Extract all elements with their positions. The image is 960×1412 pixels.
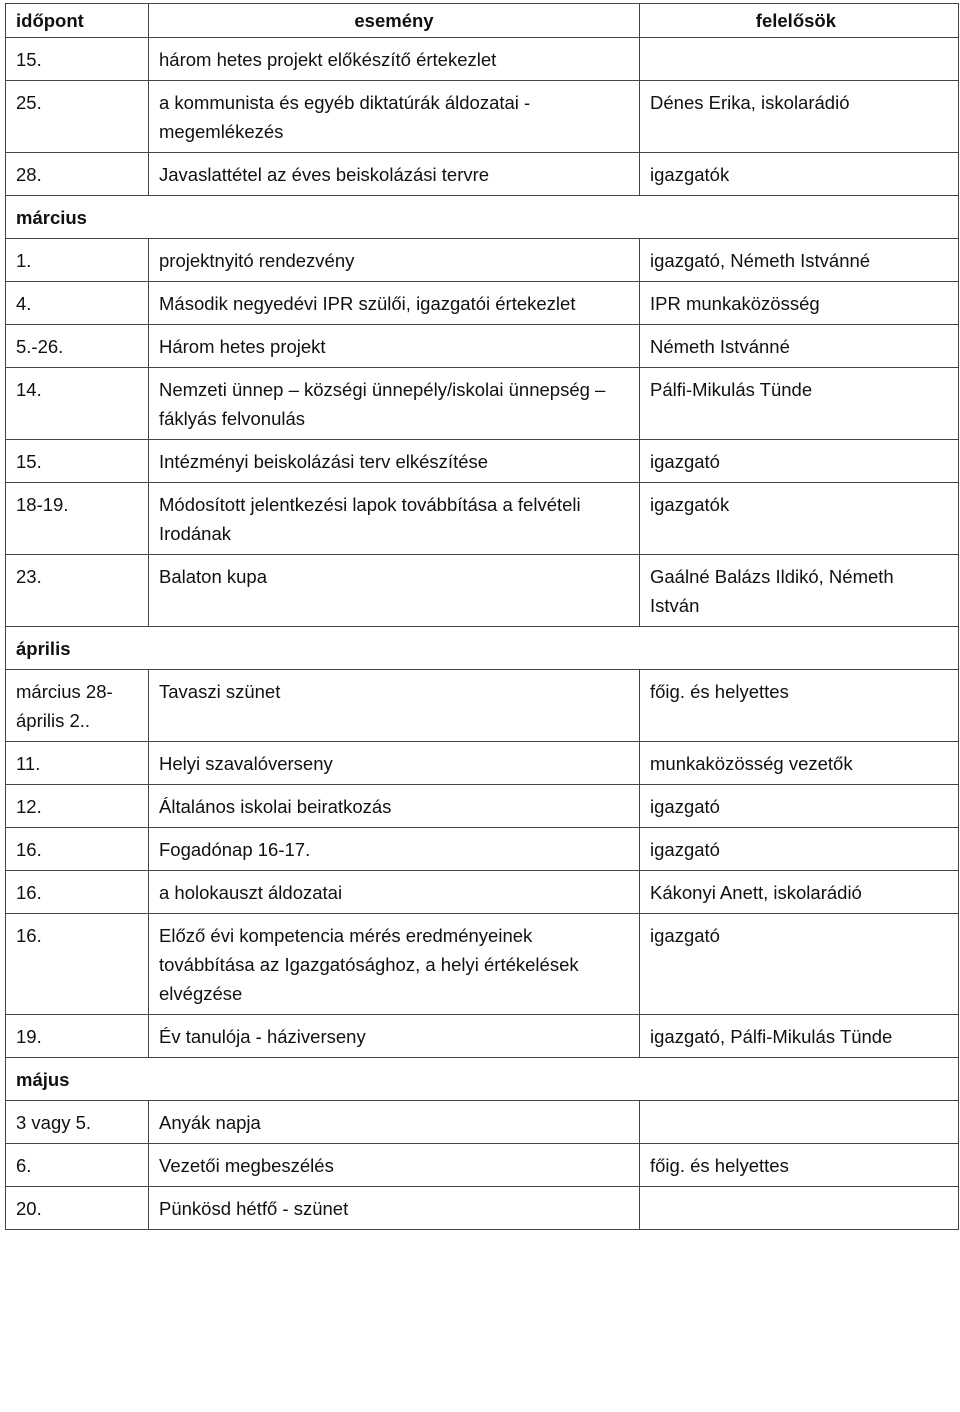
- event-cell: Vezetői megbeszélés: [149, 1144, 640, 1187]
- schedule-row: [6, 914, 959, 1015]
- date-cell: 20.: [6, 1187, 149, 1230]
- owner-cell: [640, 38, 959, 81]
- schedule-row: [6, 153, 959, 196]
- schedule-row: [6, 1144, 959, 1187]
- schedule-row: [6, 742, 959, 785]
- schedule-row: [6, 785, 959, 828]
- owner-cell: igazgató: [640, 785, 959, 828]
- schedule-row: [6, 555, 959, 627]
- event-cell: Módosított jelentkezési lapok továbbítása a felvételi Irodának: [149, 483, 640, 555]
- schedule-row: [6, 239, 959, 282]
- date-cell: 16.: [6, 871, 149, 914]
- schedule-row: [6, 440, 959, 483]
- owner-cell: igazgató, Pálfi-Mikulás Tünde: [640, 1015, 959, 1058]
- owner-cell: Dénes Erika, iskolarádió: [640, 81, 959, 153]
- owner-cell: igazgató, Németh Istvánné: [640, 239, 959, 282]
- owner-cell: igazgatók: [640, 483, 959, 555]
- header-owner: felelősök: [640, 4, 959, 38]
- event-cell: Három hetes projekt: [149, 325, 640, 368]
- owner-cell: Kákonyi Anett, iskolarádió: [640, 871, 959, 914]
- date-cell: 15.: [6, 38, 149, 81]
- date-cell: 5.-26.: [6, 325, 149, 368]
- schedule-row: [6, 38, 959, 81]
- date-cell: 12.: [6, 785, 149, 828]
- date-cell: 16.: [6, 914, 149, 1015]
- date-cell: 19.: [6, 1015, 149, 1058]
- event-cell: Javaslattétel az éves beiskolázási tervre: [149, 153, 640, 196]
- header-date: időpont: [6, 4, 149, 38]
- owner-cell: főig. és helyettes: [640, 670, 959, 742]
- event-cell: Balaton kupa: [149, 555, 640, 627]
- schedule-table: [5, 3, 959, 1230]
- owner-cell: munkaközösség vezetők: [640, 742, 959, 785]
- schedule-row: [6, 828, 959, 871]
- owner-cell: főig. és helyettes: [640, 1144, 959, 1187]
- owner-cell: [640, 1101, 959, 1144]
- date-cell: 11.: [6, 742, 149, 785]
- month-row: [6, 196, 959, 239]
- event-cell: három hetes projekt előkészítő értekezlet: [149, 38, 640, 81]
- owner-cell: igazgató: [640, 828, 959, 871]
- schedule-row: [6, 871, 959, 914]
- date-cell: 3 vagy 5.: [6, 1101, 149, 1144]
- date-cell: március 28-április 2..: [6, 670, 149, 742]
- date-cell: 16.: [6, 828, 149, 871]
- event-cell: Anyák napja: [149, 1101, 640, 1144]
- month-label: március: [6, 196, 959, 239]
- schedule-row: [6, 368, 959, 440]
- month-label: május: [6, 1058, 959, 1101]
- owner-cell: IPR munkaközösség: [640, 282, 959, 325]
- date-cell: 6.: [6, 1144, 149, 1187]
- date-cell: 1.: [6, 239, 149, 282]
- schedule-row: [6, 1015, 959, 1058]
- event-cell: a holokauszt áldozatai: [149, 871, 640, 914]
- event-cell: Második negyedévi IPR szülői, igazgatói értekezlet: [149, 282, 640, 325]
- event-cell: Előző évi kompetencia mérés eredményeinek továbbítása az Igazgatósághoz, a helyi értékelések elvégzése: [149, 914, 640, 1015]
- owner-cell: igazgatók: [640, 153, 959, 196]
- schedule-row: [6, 1101, 959, 1144]
- owner-cell: igazgató: [640, 440, 959, 483]
- schedule-row: [6, 1187, 959, 1230]
- schedule-body: [6, 38, 959, 1230]
- event-cell: Általános iskolai beiratkozás: [149, 785, 640, 828]
- schedule-row: [6, 483, 959, 555]
- schedule-row: [6, 670, 959, 742]
- date-cell: 18-19.: [6, 483, 149, 555]
- owner-cell: Németh Istvánné: [640, 325, 959, 368]
- owner-cell: Pálfi-Mikulás Tünde: [640, 368, 959, 440]
- date-cell: 4.: [6, 282, 149, 325]
- schedule-row: [6, 325, 959, 368]
- event-cell: Év tanulója - háziverseny: [149, 1015, 640, 1058]
- event-cell: Fogadónap 16-17.: [149, 828, 640, 871]
- event-cell: Nemzeti ünnep – községi ünnepély/iskolai ünnepség – fáklyás felvonulás: [149, 368, 640, 440]
- date-cell: 23.: [6, 555, 149, 627]
- date-cell: 15.: [6, 440, 149, 483]
- event-cell: projektnyitó rendezvény: [149, 239, 640, 282]
- schedule-row: [6, 282, 959, 325]
- event-cell: Pünkösd hétfő - szünet: [149, 1187, 640, 1230]
- owner-cell: igazgató: [640, 914, 959, 1015]
- schedule-row: [6, 81, 959, 153]
- header-row: [6, 4, 959, 38]
- date-cell: 14.: [6, 368, 149, 440]
- owner-cell: Gaálné Balázs Ildikó, Németh István: [640, 555, 959, 627]
- date-cell: 28.: [6, 153, 149, 196]
- event-cell: Tavaszi szünet: [149, 670, 640, 742]
- month-row: [6, 1058, 959, 1101]
- month-label: április: [6, 627, 959, 670]
- header-event: esemény: [149, 4, 640, 38]
- month-row: [6, 627, 959, 670]
- event-cell: Helyi szavalóverseny: [149, 742, 640, 785]
- event-cell: Intézményi beiskolázási terv elkészítése: [149, 440, 640, 483]
- owner-cell: [640, 1187, 959, 1230]
- date-cell: 25.: [6, 81, 149, 153]
- event-cell: a kommunista és egyéb diktatúrák áldozatai - megemlékezés: [149, 81, 640, 153]
